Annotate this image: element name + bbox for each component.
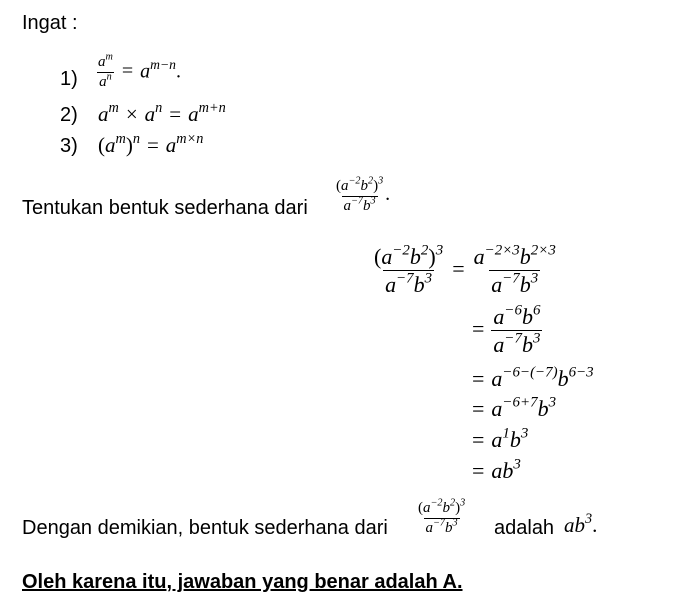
rule-2-formula: $a^m \times a^n = a^{m+n}$ — [98, 100, 226, 126]
step-1: $\frac{(a^{-2}b^2)^3}{a^{-7}b^3}$ = $\frac{a^{-2\times 3}b^{2\times 3}}{a^{-7}b^3}$ — [374, 242, 556, 298]
rule-2-number: 2) — [60, 104, 78, 126]
conclusion-adalah: adalah — [494, 517, 555, 539]
question-text: Tentukan bentuk sederhana dari — [22, 197, 308, 219]
conclusion-prefix: Dengan demikian, bentuk sederhana dari — [22, 517, 388, 539]
step-2: = $\frac{a^{-6}b^6}{a^{-7}b^3}$ — [472, 302, 541, 358]
conclusion-result: $ab^3$. — [564, 511, 598, 537]
conclusion-fraction: $\frac{(a^{-2}b^2)^3}{a^{-7}b^3}$ — [418, 497, 466, 537]
rule-3-number: 3) — [60, 135, 78, 157]
rule-1-formula: $\frac{a^m}{a^n}$ = $a^{m-n}$. — [98, 51, 181, 91]
step-5: = $a^1b^3$ — [472, 425, 529, 452]
final-answer: Oleh karena itu, jawaban yang benar adalah A. — [22, 571, 463, 593]
question-fraction: $\frac{(a^{-2}b^2)^3}{a^{-7}b^3}$ . — [336, 175, 391, 215]
step-3: = $a^{-6-(-7)}b^{6-3}$ — [472, 364, 594, 391]
heading: Ingat : — [22, 12, 78, 34]
rule-1-number: 1) — [60, 68, 78, 90]
step-6: = $ab^3$ — [472, 456, 521, 483]
step-4: = $a^{-6+7}b^3$ — [472, 394, 557, 421]
rule-3-formula: $(a^m)^n = a^{m\times n}$ — [98, 131, 204, 157]
